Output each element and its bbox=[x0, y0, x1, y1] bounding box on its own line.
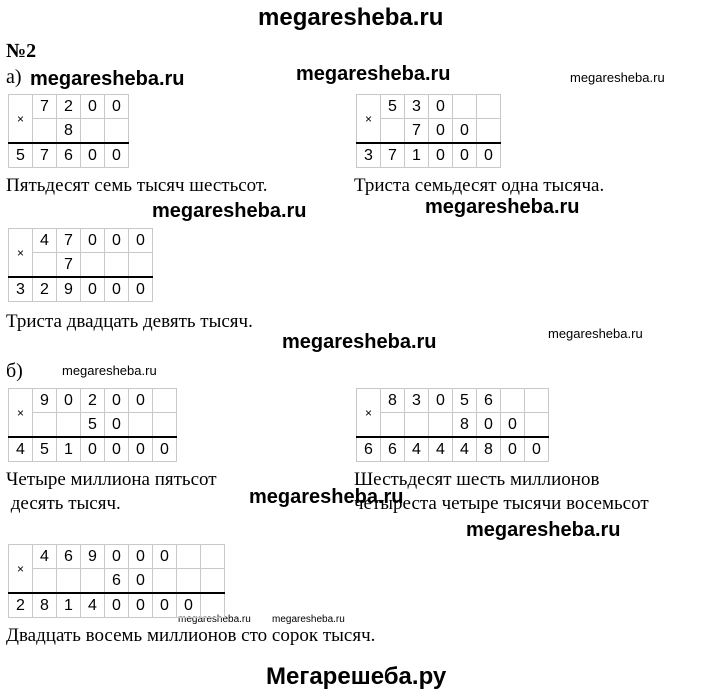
digit-cell: 0 bbox=[105, 229, 129, 253]
watermark: megaresheba.ru bbox=[548, 326, 643, 341]
words-line: Двадцать восемь миллионов сто сорок тысяч. bbox=[6, 625, 376, 646]
digit-cell: 0 bbox=[129, 277, 153, 302]
multiplication-table bbox=[356, 94, 501, 168]
words-line: Триста двадцать девять тысяч. bbox=[6, 311, 253, 332]
digit-cell: 0 bbox=[429, 95, 453, 119]
digit-cell bbox=[453, 95, 477, 119]
multiplicand-row bbox=[9, 229, 153, 253]
product-row bbox=[357, 143, 501, 168]
digit-cell: 0 bbox=[429, 389, 453, 413]
digit-cell: 5 bbox=[9, 143, 33, 168]
multiplication-table bbox=[8, 544, 225, 618]
words-line: десять тысяч. bbox=[6, 493, 121, 514]
digit-cell bbox=[153, 413, 177, 438]
multiply-sign: × bbox=[357, 95, 381, 144]
digit-cell bbox=[33, 413, 57, 438]
digit-cell: 0 bbox=[81, 277, 105, 302]
multiplicand-row bbox=[9, 389, 177, 413]
words-line: Шестьдесят шесть миллионов bbox=[354, 469, 600, 490]
digit-cell bbox=[381, 413, 405, 438]
number-in-words bbox=[6, 174, 268, 198]
number-in-words bbox=[6, 468, 217, 516]
digit-cell: 3 bbox=[357, 143, 381, 168]
watermark: megaresheba.ru bbox=[296, 63, 451, 85]
product-row bbox=[357, 437, 549, 462]
product-row bbox=[9, 277, 153, 302]
words-line: Четыре миллиона пятьсот bbox=[6, 469, 217, 490]
watermark-top: megaresheba.ru bbox=[258, 4, 444, 31]
digit-cell: 0 bbox=[153, 545, 177, 569]
multiply-sign: × bbox=[9, 95, 33, 144]
digit-cell: 0 bbox=[477, 413, 501, 438]
digit-cell: 1 bbox=[57, 437, 81, 462]
digit-cell bbox=[57, 569, 81, 594]
digit-cell: 1 bbox=[405, 143, 429, 168]
multiplicand-row bbox=[9, 95, 129, 119]
digit-cell: 9 bbox=[81, 545, 105, 569]
digit-cell bbox=[177, 545, 201, 569]
multiplier-row bbox=[9, 569, 225, 594]
digit-cell bbox=[177, 569, 201, 594]
digit-cell: 3 bbox=[405, 389, 429, 413]
digit-cell: 2 bbox=[9, 593, 33, 618]
digit-cell: 0 bbox=[81, 437, 105, 462]
digit-cell: 0 bbox=[153, 593, 177, 618]
digit-cell: 0 bbox=[105, 143, 129, 168]
digit-cell: 0 bbox=[105, 389, 129, 413]
digit-cell: 5 bbox=[453, 389, 477, 413]
digit-cell: 3 bbox=[405, 95, 429, 119]
digit-cell: 3 bbox=[9, 277, 33, 302]
digit-cell: 0 bbox=[57, 389, 81, 413]
digit-cell bbox=[57, 413, 81, 438]
digit-cell: 4 bbox=[9, 437, 33, 462]
digit-cell: 7 bbox=[405, 119, 429, 144]
digit-cell: 7 bbox=[33, 143, 57, 168]
multiply-sign: × bbox=[9, 229, 33, 278]
digit-cell bbox=[33, 253, 57, 278]
digit-cell: 8 bbox=[33, 593, 57, 618]
digit-cell: 0 bbox=[177, 593, 201, 618]
digit-cell: 0 bbox=[81, 229, 105, 253]
digit-cell bbox=[129, 413, 153, 438]
digit-cell bbox=[153, 569, 177, 594]
multiply-sign: × bbox=[9, 389, 33, 438]
multiplication-table bbox=[8, 228, 153, 302]
digit-cell: 9 bbox=[57, 277, 81, 302]
digit-cell bbox=[201, 545, 225, 569]
watermark: megaresheba.ru bbox=[178, 614, 251, 625]
digit-cell bbox=[405, 413, 429, 438]
watermark-footer: Мегарешеба.ру bbox=[266, 663, 447, 690]
digit-cell: 6 bbox=[57, 545, 81, 569]
digit-cell: 7 bbox=[57, 229, 81, 253]
multiplier-row bbox=[357, 413, 549, 438]
product-row bbox=[9, 143, 129, 168]
digit-cell: 8 bbox=[477, 437, 501, 462]
digit-cell: 0 bbox=[429, 119, 453, 144]
digit-cell: 8 bbox=[57, 119, 81, 144]
number-in-words bbox=[354, 174, 604, 198]
digit-cell: 6 bbox=[105, 569, 129, 594]
digit-cell: 6 bbox=[357, 437, 381, 462]
watermark: megaresheba.ru bbox=[272, 614, 345, 625]
digit-cell: 1 bbox=[57, 593, 81, 618]
multiplicand-row bbox=[357, 389, 549, 413]
digit-cell: 0 bbox=[105, 545, 129, 569]
watermark: megaresheba.ru bbox=[62, 363, 157, 378]
digit-cell: 0 bbox=[453, 143, 477, 168]
digit-cell: 0 bbox=[105, 437, 129, 462]
digit-cell: 0 bbox=[501, 437, 525, 462]
multiplication-table bbox=[356, 388, 549, 462]
digit-cell bbox=[105, 253, 129, 278]
digit-cell: 0 bbox=[105, 593, 129, 618]
digit-cell bbox=[33, 569, 57, 594]
digit-cell: 8 bbox=[381, 389, 405, 413]
digit-cell bbox=[201, 569, 225, 594]
number-in-words bbox=[354, 468, 649, 516]
digit-cell: 0 bbox=[81, 143, 105, 168]
watermark: megaresheba.ru bbox=[570, 70, 665, 85]
multiply-sign: × bbox=[357, 389, 381, 438]
digit-cell: 0 bbox=[477, 143, 501, 168]
digit-cell: 7 bbox=[381, 143, 405, 168]
multiplier-row bbox=[9, 413, 177, 438]
digit-cell bbox=[477, 119, 501, 144]
digit-cell: 0 bbox=[105, 277, 129, 302]
multiplication-table bbox=[8, 388, 177, 462]
digit-cell bbox=[81, 253, 105, 278]
words-line: четыреста четыре тысячи восемьсот bbox=[354, 493, 649, 514]
digit-cell bbox=[525, 389, 549, 413]
digit-cell bbox=[129, 253, 153, 278]
digit-cell: 4 bbox=[81, 593, 105, 618]
digit-cell: 5 bbox=[33, 437, 57, 462]
digit-cell: 7 bbox=[57, 253, 81, 278]
digit-cell: 9 bbox=[33, 389, 57, 413]
digit-cell: 0 bbox=[525, 437, 549, 462]
digit-cell bbox=[201, 593, 225, 618]
digit-cell bbox=[525, 413, 549, 438]
digit-cell: 0 bbox=[105, 413, 129, 438]
digit-cell bbox=[81, 119, 105, 144]
digit-cell bbox=[429, 413, 453, 438]
digit-cell: 4 bbox=[429, 437, 453, 462]
digit-cell: 2 bbox=[81, 389, 105, 413]
digit-cell: 5 bbox=[81, 413, 105, 438]
digit-cell bbox=[33, 119, 57, 144]
digit-cell bbox=[477, 95, 501, 119]
digit-cell: 0 bbox=[153, 437, 177, 462]
product-row bbox=[9, 437, 177, 462]
multiplication-table bbox=[8, 94, 129, 168]
digit-cell: 8 bbox=[453, 413, 477, 438]
digit-cell bbox=[105, 119, 129, 144]
digit-cell: 6 bbox=[381, 437, 405, 462]
digit-cell: 5 bbox=[381, 95, 405, 119]
multiplicand-row bbox=[9, 545, 225, 569]
product-row bbox=[9, 593, 225, 618]
digit-cell: 0 bbox=[501, 413, 525, 438]
digit-cell: 0 bbox=[129, 545, 153, 569]
digit-cell: 0 bbox=[129, 569, 153, 594]
digit-cell: 2 bbox=[33, 277, 57, 302]
digit-cell: 7 bbox=[33, 95, 57, 119]
digit-cell: 4 bbox=[33, 229, 57, 253]
digit-cell: 0 bbox=[429, 143, 453, 168]
words-line: Триста семьдесят одна тысяча. bbox=[354, 175, 605, 196]
digit-cell: 2 bbox=[57, 95, 81, 119]
watermark: megaresheba.ru bbox=[282, 331, 437, 353]
exercise-number: №2 bbox=[6, 40, 37, 62]
multiply-sign: × bbox=[9, 545, 33, 594]
watermark: megaresheba.ru bbox=[30, 68, 185, 90]
watermark: megaresheba.ru bbox=[425, 196, 580, 218]
number-in-words bbox=[6, 624, 375, 648]
digit-cell: 4 bbox=[453, 437, 477, 462]
digit-cell: 4 bbox=[405, 437, 429, 462]
digit-cell: 4 bbox=[33, 545, 57, 569]
part-a-label: а) bbox=[6, 66, 22, 88]
multiplicand-row bbox=[357, 95, 501, 119]
digit-cell: 0 bbox=[129, 389, 153, 413]
watermark: megaresheba.ru bbox=[152, 200, 307, 222]
digit-cell: 0 bbox=[129, 437, 153, 462]
watermark: megaresheba.ru bbox=[466, 519, 621, 541]
digit-cell: 0 bbox=[453, 119, 477, 144]
digit-cell: 6 bbox=[57, 143, 81, 168]
digit-cell bbox=[153, 389, 177, 413]
number-in-words bbox=[6, 310, 253, 334]
digit-cell bbox=[501, 389, 525, 413]
words-line: Пятьдесят семь тысяч шестьсот. bbox=[6, 175, 268, 196]
digit-cell: 0 bbox=[129, 229, 153, 253]
digit-cell: 0 bbox=[81, 95, 105, 119]
digit-cell: 0 bbox=[129, 593, 153, 618]
digit-cell: 6 bbox=[477, 389, 501, 413]
digit-cell bbox=[381, 119, 405, 144]
digit-cell bbox=[81, 569, 105, 594]
watermark: megaresheba.ru bbox=[249, 486, 404, 508]
digit-cell: 0 bbox=[105, 95, 129, 119]
part-b-label: б) bbox=[6, 360, 23, 382]
